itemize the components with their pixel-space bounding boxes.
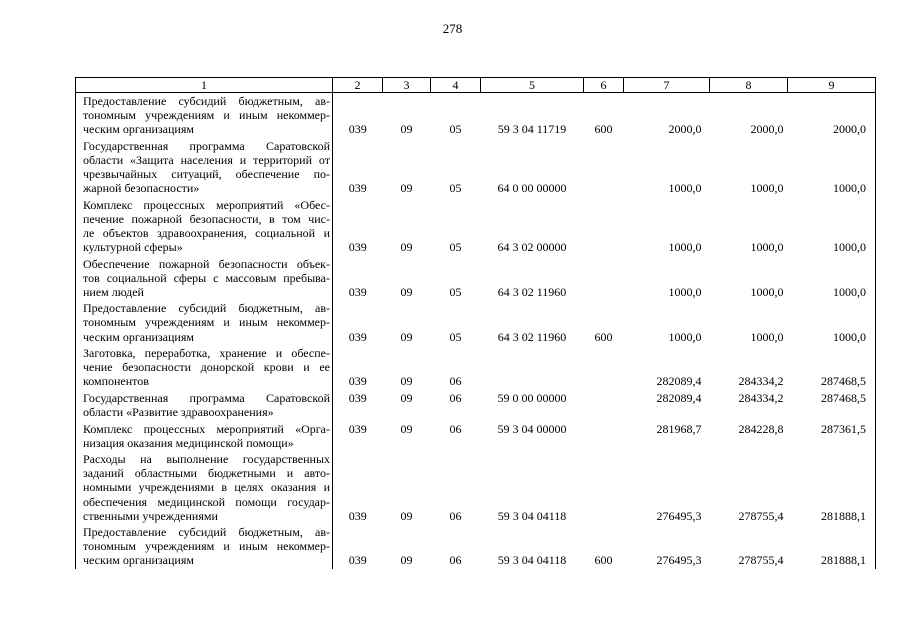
cell-col8: 2000,0 [750, 122, 784, 137]
column-header-6: 6 [584, 78, 624, 93]
cell-col8: 1000,0 [750, 181, 784, 196]
description-line: чрезвычайных ситуаций, обеспечение по- [83, 166, 330, 181]
header-row [76, 78, 876, 93]
cell-col4: 05 [449, 122, 462, 137]
cell-col9: 287361,5 [788, 421, 876, 452]
description-line: Государственная программа Саратовской [83, 138, 330, 153]
table-row [76, 300, 876, 345]
cell-col2: 039 [348, 553, 367, 568]
description-line: нием людей [83, 284, 144, 299]
table-row [76, 390, 876, 421]
cell-col7: 1000,0 [668, 239, 702, 254]
cell-col3: 09 [400, 553, 413, 568]
cell-col7: 282089,4 [656, 374, 702, 389]
description-line: ле объектов здравоохранения, социальной и [83, 225, 330, 240]
cell-col3: 09 [400, 390, 413, 405]
cell-col6 [584, 197, 624, 256]
cell-col5: 64 3 02 11960 [497, 284, 567, 299]
cell-col4: 06 [449, 553, 462, 568]
table-row [76, 421, 876, 452]
table-row [76, 451, 876, 524]
cell-col6: 600 [594, 122, 613, 137]
cell-col7: 276495,3 [656, 508, 702, 523]
column-header-2: 2 [333, 78, 383, 93]
cell-col2: 039 [348, 374, 367, 389]
column-header-8: 8 [710, 78, 788, 93]
description-line: ческим организациям [83, 329, 194, 344]
cell-col4: 06 [449, 390, 462, 405]
description-line: тов социальной сферы с массовым пребыва- [83, 270, 330, 285]
column-header-7: 7 [624, 78, 710, 93]
cell-col7: 276495,3 [656, 553, 702, 568]
cell-col6 [584, 256, 624, 301]
cell-col8: 278755,4 [738, 508, 784, 523]
cell-col9: 1000,0 [788, 256, 876, 301]
cell-col7: 281968,7 [656, 421, 702, 436]
cell-col2: 039 [348, 508, 367, 523]
cell-col9: 287468,5 [788, 390, 876, 421]
cell-col6: 600 [594, 329, 613, 344]
description-line: Предоставление субсидий бюджетным, ав- [83, 525, 330, 540]
description-line: обеспечения медицинской помощи государ- [83, 494, 330, 509]
cell-col8: 284334,2 [738, 374, 784, 389]
description-line: Заготовка, переработка, хранение и обеспе- [83, 346, 330, 361]
cell-col3: 09 [400, 284, 413, 299]
description-line: тономным учреждениям и иным некоммер- [83, 108, 330, 123]
description-line: Расходы на выполнение государственных [83, 452, 330, 467]
cell-col2: 039 [348, 181, 367, 196]
budget-table [75, 77, 876, 569]
cell-col8: 1000,0 [750, 329, 784, 344]
cell-col2: 039 [348, 284, 367, 299]
cell-col4: 05 [449, 181, 462, 196]
cell-col5: 59 3 04 11719 [497, 122, 567, 137]
description-line: Предоставление субсидий бюджетным, ав- [83, 94, 330, 108]
description-line: области «Защита населения и территорий от [83, 152, 330, 167]
cell-col6 [584, 138, 624, 197]
table-row [76, 256, 876, 301]
cell-col6: 600 [594, 553, 613, 568]
cell-col8: 284228,8 [738, 421, 784, 436]
table-row [76, 524, 876, 569]
row-description [76, 197, 333, 256]
cell-col5: 59 3 04 00000 [497, 421, 567, 436]
page-number: 278 [442, 21, 463, 36]
description-line: низация оказания медицинской помощи» [83, 435, 294, 450]
cell-col9: 281888,1 [788, 451, 876, 524]
cell-col8: 1000,0 [750, 239, 784, 254]
cell-col9: 281888,1 [788, 524, 876, 569]
row-description [76, 256, 333, 301]
cell-col2: 039 [348, 390, 367, 405]
table-row [76, 93, 876, 138]
cell-col4: 06 [449, 374, 462, 389]
row-description [76, 300, 333, 345]
cell-col7: 282089,4 [656, 390, 702, 405]
cell-col7: 1000,0 [668, 284, 702, 299]
description-line: тономным учреждениям и иным некоммер- [83, 539, 330, 554]
row-description [76, 93, 333, 138]
column-header-9: 9 [788, 78, 876, 93]
column-header-4: 4 [431, 78, 481, 93]
row-description [76, 345, 333, 390]
cell-col2: 039 [348, 421, 367, 436]
cell-col3: 09 [400, 421, 413, 436]
cell-col3: 09 [400, 181, 413, 196]
cell-col3: 09 [400, 374, 413, 389]
cell-col8: 284334,2 [738, 390, 784, 405]
table-row [76, 345, 876, 390]
cell-col6 [584, 451, 624, 524]
description-line: ческим организациям [83, 122, 194, 137]
cell-col2: 039 [348, 329, 367, 344]
column-header-5: 5 [481, 78, 584, 93]
cell-col4: 06 [449, 508, 462, 523]
row-description [76, 138, 333, 197]
table-row [76, 138, 876, 197]
cell-col5: 64 3 02 00000 [497, 239, 567, 254]
column-header-1: 1 [76, 78, 333, 93]
description-line: печение пожарной безопасности, в том чис- [83, 211, 330, 226]
cell-col9: 287468,5 [788, 345, 876, 390]
cell-col4: 05 [449, 239, 462, 254]
cell-col9: 1000,0 [788, 138, 876, 197]
cell-col5: 64 3 02 11960 [497, 329, 567, 344]
table-body [76, 93, 876, 570]
cell-col7: 1000,0 [668, 181, 702, 196]
cell-col7: 1000,0 [668, 329, 702, 344]
description-line: Предоставление субсидий бюджетным, ав- [83, 301, 330, 316]
description-line: ческим организациям [83, 553, 194, 568]
description-line: жарной безопасности» [83, 181, 200, 196]
cell-col3: 09 [400, 329, 413, 344]
description-line: культурной сферы» [83, 239, 183, 254]
description-line: области «Развитие здравоохранения» [83, 404, 274, 419]
description-line: заданий областными бюджетными и авто- [83, 466, 330, 481]
description-line: номными учреждениями в целях оказания и [83, 480, 330, 495]
description-line: компонентов [83, 374, 149, 389]
cell-col4: 06 [449, 421, 462, 436]
row-description [76, 390, 333, 421]
cell-col8: 1000,0 [750, 284, 784, 299]
row-description [76, 451, 333, 524]
cell-col9: 2000,0 [788, 93, 876, 138]
cell-col5: 59 3 04 04118 [497, 508, 567, 523]
description-line: Комплекс процессных мероприятий «Обес- [83, 197, 330, 212]
row-description [76, 524, 333, 569]
table-row [76, 197, 876, 256]
cell-col9: 1000,0 [788, 197, 876, 256]
description-line: ственными учреждениями [83, 508, 218, 523]
cell-col9: 1000,0 [788, 300, 876, 345]
description-line: чение безопасности донорской крови и ее [83, 360, 330, 375]
cell-col4: 05 [449, 329, 462, 344]
cell-col4: 05 [449, 284, 462, 299]
cell-col5 [481, 345, 584, 390]
cell-col8: 278755,4 [738, 553, 784, 568]
row-description [76, 421, 333, 452]
cell-col3: 09 [400, 508, 413, 523]
table-header [76, 78, 876, 93]
cell-col7: 2000,0 [668, 122, 702, 137]
column-header-3: 3 [383, 78, 431, 93]
cell-col5: 59 0 00 00000 [497, 390, 567, 405]
cell-col5: 64 0 00 00000 [497, 181, 567, 196]
description-line: Государственная программа Саратовской [83, 390, 330, 405]
cell-col6 [584, 390, 624, 421]
cell-col3: 09 [400, 122, 413, 137]
cell-col2: 039 [348, 122, 367, 137]
description-line: Комплекс процессных мероприятий «Орга- [83, 421, 330, 436]
description-line: тономным учреждениям и иным некоммер- [83, 315, 330, 330]
description-line: Обеспечение пожарной безопасности объек- [83, 256, 330, 271]
cell-col6 [584, 421, 624, 452]
cell-col3: 09 [400, 239, 413, 254]
cell-col2: 039 [348, 239, 367, 254]
cell-col5: 59 3 04 04118 [497, 553, 567, 568]
cell-col6 [584, 345, 624, 390]
